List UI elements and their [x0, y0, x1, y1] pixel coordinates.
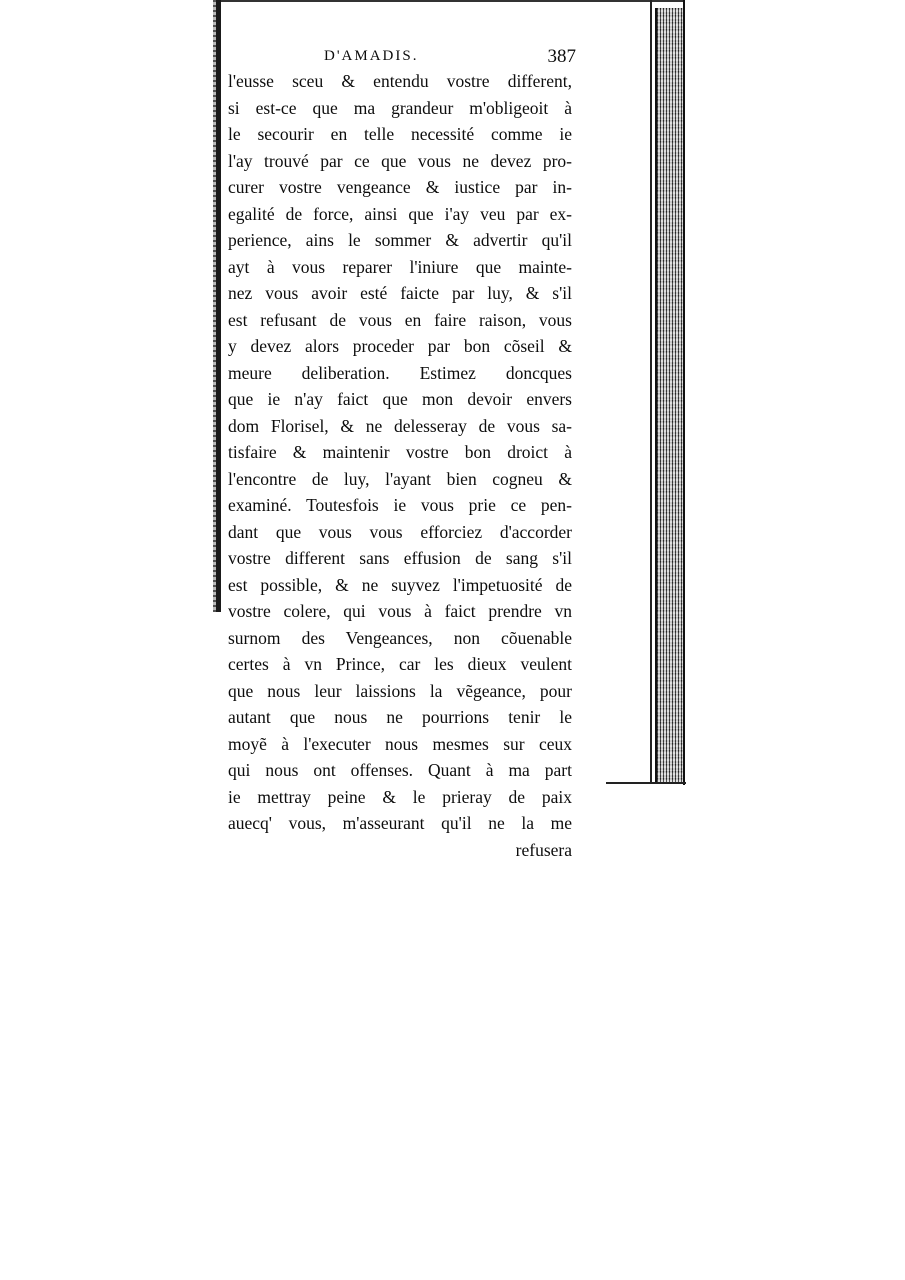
text-line: y devez alors proceder par bon cõseil & [228, 336, 572, 356]
top-page-edge [221, 0, 684, 2]
text-line: l'eusse sceu & entendu vostre different, [228, 71, 572, 91]
text-line: surnom des Vengeances, non cõuenable [228, 627, 572, 648]
text-line: perience, ains le sommer & advertir qu'il [228, 230, 572, 250]
text-line: tisfaire & maintenir vostre bon droict à [228, 442, 572, 462]
text-line: meure deliberation. Estimez doncques [228, 362, 572, 383]
text-line: qui nous ont offenses. Quant à ma part [228, 760, 572, 780]
running-head: D'AMADIS. [324, 48, 419, 64]
page-header [228, 46, 576, 68]
text-line: egalité de force, ainsi que i'ay veu par ex- [228, 203, 572, 224]
text-line: auecq' vous, m'asseurant qu'il ne la me [228, 813, 572, 833]
catchword: refusera [515, 839, 572, 860]
text-line: est possible, & ne suyvez l'impetuosité de [228, 574, 572, 595]
text-line: que nous leur laissions la vẽgeance, pour [228, 680, 572, 701]
bottom-page-edge [606, 782, 686, 784]
body-text [228, 68, 572, 863]
text-line: autant que nous ne pourrions tenir le [228, 707, 572, 727]
text-line: vostre different sans effusion de sang s'il [228, 548, 572, 568]
text-line: vostre colere, qui vous à faict prendre vn [228, 601, 572, 621]
text-line: curer vostre vengeance & iustice par in- [228, 177, 572, 197]
text-line: l'encontre de luy, l'ayant bien cogneu & [228, 468, 572, 489]
text-line: nez vous avoir esté faicte par luy, & s'il [228, 283, 572, 303]
text-line: est refusant de vous en faire raison, vous [228, 309, 572, 330]
text-line: l'ay trouvé par ce que vous ne devez pro- [228, 150, 572, 171]
right-page-edge [650, 0, 652, 783]
left-binding-edge [216, 0, 221, 612]
text-line: examiné. Toutesfois ie vous prie ce pen- [228, 495, 572, 515]
text-line: que ie n'ay faict que mon devoir envers [228, 389, 572, 409]
text-line: dant que vous vous efforciez d'accorder [228, 521, 572, 542]
page-stack-edge [655, 8, 685, 783]
right-outer-edge [683, 0, 685, 785]
text-line: dom Florisel, & ne delesseray de vous sa- [228, 415, 572, 436]
text-line: moyẽ à l'executer nous mesmes sur ceux [228, 733, 572, 754]
text-block [228, 46, 576, 863]
text-line: si est-ce que ma grandeur m'obligeoit à [228, 97, 572, 118]
text-line: certes à vn Prince, car les dieux veulent [228, 654, 572, 674]
text-line: ayt à vous reparer l'iniure que mainte- [228, 256, 572, 277]
text-line: ie mettray peine & le prieray de paix [228, 786, 572, 807]
text-line: le secourir en telle necessité comme ie [228, 124, 572, 144]
page-number: 387 [547, 46, 576, 67]
